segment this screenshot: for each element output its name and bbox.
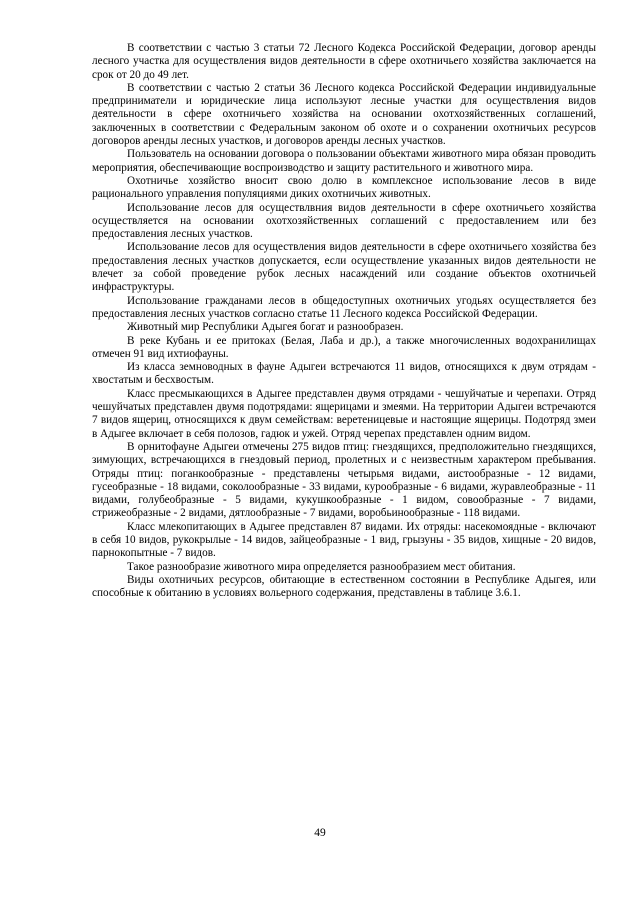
paragraph-14: Такое разнообразие животного мира определяется разнообразием мест обитания. — [127, 560, 516, 573]
paragraph-6: Использование лесов для осуществления видов деятельности в сфере охотничьего хозяйства без предоставления лесных участков допускается, если осуществление указанных видов деятельности не влечет за собой проведение рубок лесных насаждений или создание объектов охотничьей инфраструктуры. — [92, 241, 596, 294]
paragraph-3: Пользователь на основании договора о пользовании объектами животного мира обязан проводить мероприятия, обеспечивающие воспроизводство и защиту растительного и животного мира. — [92, 148, 596, 174]
paragraph-2: В соответствии с частью 2 статьи 36 Лесного кодекса Российской Федерации индивидуальные предприниматели и юридические лица используют лесные участки для осуществления видов деятельности в сфере охотничьего хозяйства на основании охотхозяйственных соглашений, заключенных в соответствии с Федеральным законом об охоте и о сохранении охотничьих ресурсов договоров аренды лесных участков, и договоров аренды лесных участков. — [92, 81, 596, 148]
paragraph-10: Из класса земноводных в фауне Адыгеи встречаются 11 видов, относящихся к двум отрядам - хвостатым и бесхвостым. — [92, 361, 596, 387]
paragraph-4: Охотничье хозяйство вносит свою долю в комплексное использование лесов в виде рационального управления популяциями диких охотничьих животных. — [92, 174, 596, 201]
paragraph-12: В орнитофауне Адыгеи отмечены 275 видов птиц: гнездящихся, предположительно гнездящихся, зимующих, встречающихся в гнездовый период, пролетных и с неизвестным характером пребывания. Отряды птиц: поганкообразные - представлены четырьмя видами, аистообразные - 12 видами, гусеобразные - 18 видами, соколообразные - 33 видами, курообразные - 6 видами, журавлеобразные - 11 видами, голубеобразные - 5 видами, кукушкообразные - 1 видом, совообразные - 7 видами, стрижеобразные - 2 видами, дятлообразные - 7 видами, воробьинообразные - 118 видами. — [92, 440, 596, 520]
paragraph-15: Виды охотничьих ресурсов, обитающие в естественном состоянии в Республике Адыгея, или способные к обитанию в условиях вольерного содержания, представлены в таблице 3.6.1. — [92, 573, 596, 600]
paragraph-13: Класс млекопитающих в Адыгее представлен 87 видами. Их отряды: насекомоядные - включают в себя 10 видов, рукокрылые - 14 видов, зайцеобразные - 1 вид, грызуны - 35 видов, хищные - 20 видов, парнокопытные - 7 видов. — [92, 520, 596, 560]
paragraph-5: Использование лесов для осуществлвния видов деятельности в сфере охотничьего хозяйства осуществляется на основании охотхозяйственных соглашений с предоставлением или без предоставления лесных участков. — [92, 201, 596, 241]
paragraph-7: Использование гражданами лесов в общедоступных охотничьих угодьях осуществляется без предоставления лесных участков согласно статье 11 Лесного кодекса Российской Федерации. — [92, 294, 596, 320]
body-text — [92, 42, 596, 600]
page-number: 49 — [314, 827, 326, 839]
paragraph-11: Класс пресмыкающихся в Адыгее представлен двумя отрядами - чешуйчатые и черепахи. Отряд чешуйчатых представлен двумя подотрядами: ящерицами и змеями. На территории Адыгеи встречаются 7 видов ящериц, относящихся к двум семействам: веретеницевые и настоящие ящерицы. Подотряд змеи в Адыгее включает в себя полозов, гадюк и ужей. Отряд черепах представлен одним видом. — [92, 387, 596, 440]
paragraph-8: Животный мир Республики Адыгея богат и разнообразен. — [127, 321, 404, 334]
paragraph-1: В соответствии с частью 3 статьи 72 Лесного Кодекса Российской Федерации, договор аренды лесного участка для осуществления видов деятельности в сфере охотничьего хозяйства заключается на срок от 20 до 49 лет. — [92, 42, 596, 81]
paragraph-9: В реке Кубань и ее притоках (Белая, Лаба и др.), а также многочисленных водохранилищах отмечен 91 вид ихтиофауны. — [92, 334, 596, 360]
